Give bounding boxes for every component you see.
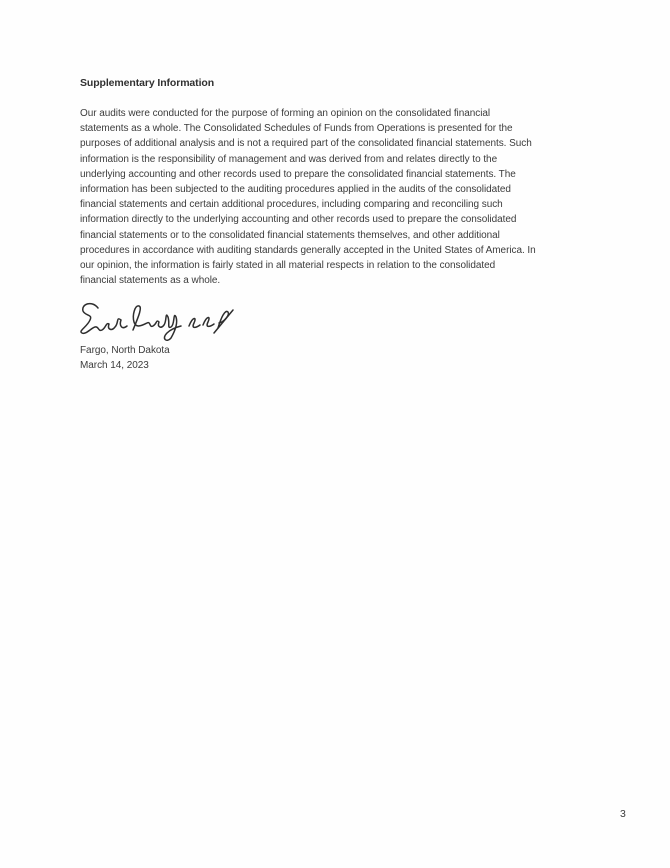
page-number: 3	[620, 808, 626, 820]
signature-location: Fargo, North Dakota	[80, 345, 170, 356]
signature-eide-bailly-llp	[76, 297, 236, 345]
paragraph-line: financial statements or to the consolidated financial statements themselves, and other additional	[80, 229, 500, 241]
paragraph-line: Our audits were conducted for the purpose of forming an opinion on the consolidated financial	[80, 108, 491, 119]
paragraph-line: underlying accounting and other records used to prepare the consolidated financial statements. The	[80, 168, 516, 180]
paragraph-line: information directly to the underlying accounting and other records used to prepare the consolidated	[80, 214, 517, 226]
paragraph-line: information has been subjected to the auditing procedures applied in the audits of the consolidated	[80, 184, 511, 196]
paragraph-line: purposes of additional analysis and is not a required part of the consolidated financial statements. Such	[80, 138, 532, 150]
body-paragraph	[80, 106, 625, 288]
signature-date: March 14, 2023	[80, 360, 149, 371]
paragraph-line: our opinion, the information is fairly stated in all material respects in relation to the consolidated	[80, 260, 496, 272]
handwritten-signature-icon	[76, 297, 236, 345]
paragraph-line: financial statements as a whole.	[80, 275, 221, 287]
paragraph-line: information is the responsibility of management and was derived from and relates directly to the	[80, 153, 498, 165]
paragraph-line: procedures in accordance with auditing standards generally accepted in the United States of America. In	[80, 244, 536, 256]
paragraph-line: financial statements and certain additional procedures, including comparing and reconciling such	[80, 199, 503, 211]
paragraph-line: statements as a whole. The Consolidated Schedules of Funds from Operations is presented for the	[80, 123, 513, 135]
section-heading: Supplementary Information	[80, 77, 215, 89]
